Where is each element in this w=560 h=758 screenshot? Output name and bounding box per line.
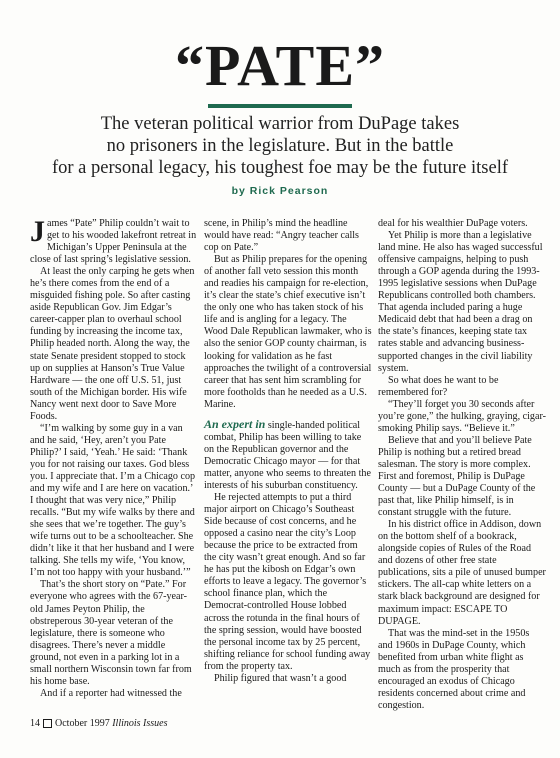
paragraph: deal for his wealthier DuPage voters. (378, 218, 528, 229)
headline-rule (208, 104, 352, 108)
paragraph: So what does he want to be remembered for? (378, 374, 499, 398)
issue-date: October 1997 (55, 718, 110, 729)
deck-line-1: The veteran political warrior from DuPage takes (100, 114, 460, 134)
section-lead-in: An expert in (204, 416, 266, 431)
paragraph: “They’ll forget you 30 seconds after you’re gone,” the hulking, graying, cigar-smoking Philip says. “Believe it.” (378, 398, 546, 434)
deck-line-3: for a personal legacy, his toughest foe may be the future itself (51, 158, 508, 178)
paragraph: That was the mind-set in the 1950s and 1960s in DuPage County, which benefited from urban white flight as much as from the prosperity that encouraged an exodus of Chicago residents concerned about crime and congestion. (378, 627, 530, 711)
byline: by Rick Pearson (231, 185, 329, 197)
article-column-3 (378, 218, 546, 712)
headline: “PATE” (174, 33, 386, 98)
magazine-name: Illinois Issues (112, 718, 168, 729)
paragraph: But as Philip prepares for the opening of another fall veto session this month and readies his campaign for re-election, it’s clear the state’s chief executive isn’t the only one who has taken stock of his life and is angling for a legacy. The Wood Dale Republican lawmaker, who is also the senior GOP county chairman, is looking for validation as he fast approaches the twilight of a controversial career that has sent him scrambling for more footholds than he needed as a U.S. Marine. (204, 254, 372, 410)
paragraph: That’s the short story on “Pate.” For everyone who agrees with the 67-year-old James Peyton Philip, the obstreperous 30-year veteran of the legislature, there is someone who disagrees. There’s never a middle ground, not even in a parking lot in a small northern Wisconsin town far from his home base. (30, 579, 192, 687)
deck (40, 113, 520, 179)
paragraph: scene, in Philip’s mind the headline would have read: “Angry teacher calls cop on Pate.” (204, 218, 359, 254)
paragraph: Yet Philip is more than a legislative land mine. He also has waged successful offensive campaigns, helping to push through a GOP agenda during the 1993-1995 legislative sessions when DuPage Republicans controlled both chambers. That agenda included paring a huge Medicaid debt that had been a drag on the state’s finances, keeping state tax rates stable and advancing business-supported changes in the civil liability system. (378, 230, 543, 374)
paragraph: “I’m walking by some guy in a van and he said, ‘Hey, aren’t you Pate Philip?’ I said, ‘Yeah.’ He said: ‘Thank you for not raising our taxes. God bless you. I appreciate that. I’m a Chicago cop and my wife and I are here on vacation.’ I thought that was very nice,” Philip recalls. “But my wife walks by there and she sees that we’re together. The guy’s wife turns out to be a schoolteacher. She didn’t like it that her husband and I were talking. She tells my wife, ‘You know, I’m not too happy with your husband.’” (30, 422, 196, 579)
paragraph: And if a reporter had witnessed the (40, 687, 182, 699)
paragraph (204, 418, 372, 492)
article-column-1 (30, 215, 198, 700)
drop-cap: J (30, 215, 45, 248)
box-bullet-icon (43, 719, 52, 728)
page-number: 14 (30, 718, 40, 729)
paragraph (30, 215, 198, 266)
deck-line-2: no prisoners in the legislature. But in the battle (106, 136, 454, 156)
paragraph: He rejected attempts to put a third major airport on Chicago’s Southeast Side because of cost concerns, and he opposed a casino near the city’s Loop because the price to be extracted from the city wasn’t great enough. And so far he has put the kibosh on Edgar’s own efforts to leave a legacy. The governor’s school finance plan, which the Democrat-controlled House lobbed across the rotunda in the final hours of the spring session, would have boosted the personal income tax by 25 percent, shifting reliance for school funding away from the property tax. (204, 492, 371, 672)
paragraph: Philip figured that wasn’t a good (214, 672, 347, 684)
paragraph: In his district office in Addison, down on the bottom shelf of a bookrack, alongside copies of Rules of the Road and dozens of other free state publications, sits a pile of unused bumper stickers. The all-cap white letters on a stark black background are designed for maximum impact: ESCAPE TO DUPAGE. (378, 519, 546, 627)
paragraph: At least the only carping he gets when he’s there comes from the end of a misguided fishing pole. So after casting aside Republican Gov. Jim Edgar’s career-capper plan to overhaul school funding by increasing the income tax, Philip headed north. Along the way, the state Senate president stopped to stock up on supplies at Hanson’s True Value Hardware — the one off U.S. 51, just south of the Michigan border. His wife Nancy went next door to Save More Foods. (30, 266, 195, 422)
page-footer (30, 718, 168, 730)
paragraph-text: ames “Pate” Philip couldn’t wait to get to his wooded lakefront retreat in Michigan’s Upper Peninsula at the close of last spring’s legislative session. (30, 218, 197, 266)
paragraph-text: single-handed political combat, Philip has been willing to take on the Republican governor and the Democratic Chicago mayor — for that matter, anyone who seems to threaten the interests of his suburban constituency. (204, 419, 371, 491)
article-column-2 (204, 218, 372, 685)
paragraph: Believe that and you’ll believe Pate Philip is nothing but a retired bread salesman. The story is more complex. First and foremost, Philip is DuPage County — but a DuPage County of the past that, like Philip himself, is in constant struggle with the future. (378, 434, 536, 519)
